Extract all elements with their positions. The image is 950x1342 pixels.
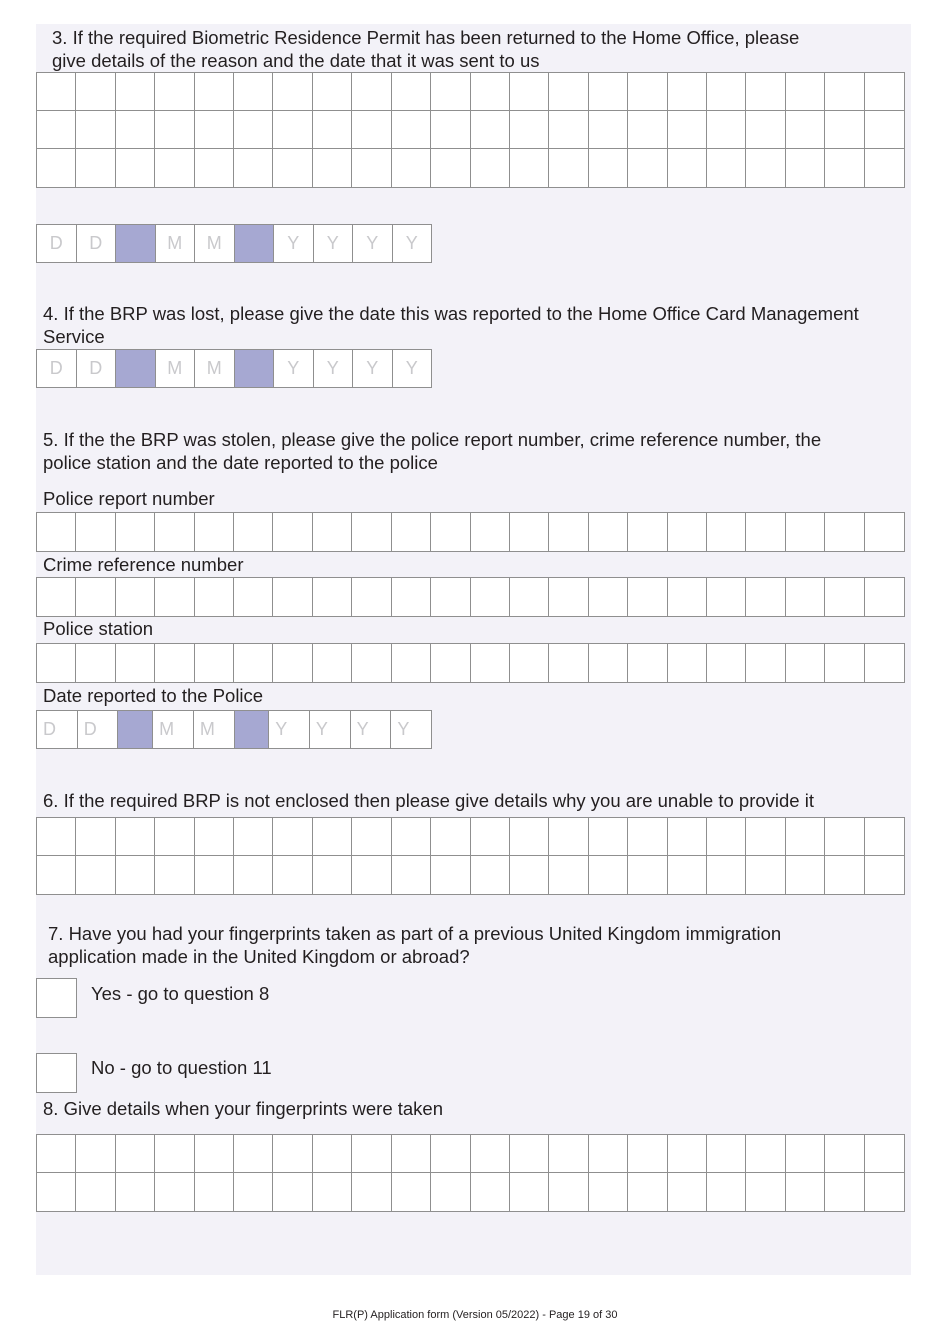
- date-digit-box[interactable]: D: [78, 711, 119, 748]
- char-box[interactable]: [155, 1135, 194, 1173]
- char-box[interactable]: [549, 513, 588, 551]
- char-box[interactable]: [116, 73, 155, 111]
- char-box[interactable]: [352, 1135, 391, 1173]
- char-box[interactable]: [786, 111, 825, 149]
- char-box[interactable]: [549, 818, 588, 856]
- char-box[interactable]: [668, 111, 707, 149]
- char-box[interactable]: [668, 818, 707, 856]
- char-box[interactable]: [116, 1135, 155, 1173]
- char-box[interactable]: [155, 513, 194, 551]
- char-box[interactable]: [549, 1173, 588, 1211]
- char-box[interactable]: [37, 1173, 76, 1211]
- char-box[interactable]: [668, 578, 707, 616]
- date-digit-box[interactable]: Y: [353, 350, 393, 387]
- char-box[interactable]: [352, 513, 391, 551]
- char-box[interactable]: [668, 1135, 707, 1173]
- char-box[interactable]: [746, 1135, 785, 1173]
- char-box[interactable]: [37, 111, 76, 149]
- date-separator: [118, 711, 153, 748]
- char-box[interactable]: [589, 818, 628, 856]
- char-box[interactable]: [510, 644, 549, 682]
- q4-text-line1: 4. If the BRP was lost, please give the date this was reported to the Home Office Card Management: [43, 303, 859, 324]
- char-box[interactable]: [628, 578, 667, 616]
- char-box[interactable]: [392, 578, 431, 616]
- char-box[interactable]: [273, 856, 312, 894]
- char-box[interactable]: [786, 513, 825, 551]
- date-digit-box[interactable]: Y: [310, 711, 351, 748]
- char-box[interactable]: [471, 818, 510, 856]
- date-reported-label: Date reported to the Police: [43, 685, 264, 706]
- char-box[interactable]: [510, 1173, 549, 1211]
- q3-text-line2: give details of the reason and the date that it was sent to us: [52, 50, 540, 71]
- char-box[interactable]: [786, 73, 825, 111]
- char-box[interactable]: [313, 111, 352, 149]
- q6-details-grid[interactable]: [36, 817, 905, 895]
- char-box[interactable]: [471, 1173, 510, 1211]
- char-box[interactable]: [471, 73, 510, 111]
- char-box[interactable]: [471, 1135, 510, 1173]
- char-box[interactable]: [392, 856, 431, 894]
- char-box[interactable]: [234, 149, 273, 187]
- q7-text-line2: application made in the United Kingdom or abroad?: [48, 946, 470, 967]
- char-box[interactable]: [668, 149, 707, 187]
- char-box[interactable]: [707, 73, 746, 111]
- char-box[interactable]: [313, 513, 352, 551]
- char-box[interactable]: [392, 644, 431, 682]
- char-box[interactable]: [668, 513, 707, 551]
- crime-reference-label: Crime reference number: [43, 554, 244, 575]
- char-box[interactable]: [195, 644, 234, 682]
- char-box[interactable]: [865, 578, 904, 616]
- char-box[interactable]: [707, 1173, 746, 1211]
- char-box[interactable]: [273, 149, 312, 187]
- char-box[interactable]: [865, 1173, 904, 1211]
- char-box[interactable]: [352, 644, 391, 682]
- char-box[interactable]: [510, 856, 549, 894]
- char-box[interactable]: [313, 149, 352, 187]
- char-box[interactable]: [589, 856, 628, 894]
- date-digit-box[interactable]: M: [194, 711, 235, 748]
- q8-text: 8. Give details when your fingerprints were taken: [43, 1098, 444, 1119]
- char-box[interactable]: [155, 818, 194, 856]
- no-checkbox[interactable]: [36, 1053, 77, 1093]
- char-box[interactable]: [510, 73, 549, 111]
- q8-details-grid[interactable]: [36, 1134, 905, 1212]
- date-separator: [116, 350, 156, 387]
- date-digit-box[interactable]: D: [37, 225, 77, 262]
- char-box[interactable]: [825, 111, 864, 149]
- q7-text-line1: 7. Have you had your fingerprints taken as part of a previous United Kingdom immigration: [48, 923, 782, 944]
- char-box[interactable]: [273, 644, 312, 682]
- char-box[interactable]: [746, 818, 785, 856]
- char-box[interactable]: [392, 1173, 431, 1211]
- char-box[interactable]: [195, 1173, 234, 1211]
- char-box[interactable]: [510, 149, 549, 187]
- char-box[interactable]: [313, 73, 352, 111]
- q4-date-field[interactable]: [36, 349, 432, 388]
- q3-text-line1: 3. If the required Biometric Residence Permit has been returned to the Home Office, please: [52, 27, 800, 48]
- char-box[interactable]: [628, 149, 667, 187]
- char-box[interactable]: [471, 149, 510, 187]
- char-box[interactable]: [825, 856, 864, 894]
- char-box[interactable]: [431, 856, 470, 894]
- char-box[interactable]: [707, 578, 746, 616]
- char-box[interactable]: [155, 578, 194, 616]
- date-digit-box[interactable]: M: [153, 711, 194, 748]
- crime-reference-grid[interactable]: [36, 577, 905, 617]
- page-footer: FLR(P) Application form (Version 05/2022) - Page 19 of 30: [332, 1309, 618, 1321]
- char-box[interactable]: [707, 1135, 746, 1173]
- char-box[interactable]: [195, 111, 234, 149]
- date-digit-box[interactable]: M: [195, 225, 235, 262]
- char-box[interactable]: [195, 856, 234, 894]
- char-box[interactable]: [273, 73, 312, 111]
- char-box[interactable]: [589, 111, 628, 149]
- char-box[interactable]: [392, 73, 431, 111]
- char-box[interactable]: [471, 513, 510, 551]
- date-separator: [235, 350, 275, 387]
- char-box[interactable]: [392, 149, 431, 187]
- date-digit-box[interactable]: Y: [274, 350, 314, 387]
- char-box[interactable]: [668, 856, 707, 894]
- char-box[interactable]: [707, 644, 746, 682]
- char-box[interactable]: [155, 856, 194, 894]
- no-option-label: No - go to question 11: [91, 1057, 272, 1078]
- char-box[interactable]: [589, 513, 628, 551]
- char-box[interactable]: [352, 149, 391, 187]
- char-box[interactable]: [865, 818, 904, 856]
- char-box[interactable]: [471, 856, 510, 894]
- char-box[interactable]: [865, 856, 904, 894]
- char-box[interactable]: [628, 73, 667, 111]
- char-box[interactable]: [116, 513, 155, 551]
- char-box[interactable]: [510, 513, 549, 551]
- char-box[interactable]: [234, 578, 273, 616]
- char-box[interactable]: [707, 149, 746, 187]
- char-box[interactable]: [786, 856, 825, 894]
- char-box[interactable]: [195, 149, 234, 187]
- char-box[interactable]: [786, 644, 825, 682]
- char-box[interactable]: [234, 856, 273, 894]
- char-box[interactable]: [628, 856, 667, 894]
- yes-option-label: Yes - go to question 8: [91, 983, 270, 1004]
- char-box[interactable]: [746, 111, 785, 149]
- char-box[interactable]: [392, 513, 431, 551]
- char-box[interactable]: [431, 73, 470, 111]
- char-box[interactable]: [707, 111, 746, 149]
- char-box[interactable]: [589, 578, 628, 616]
- char-box[interactable]: [431, 111, 470, 149]
- char-box[interactable]: [273, 111, 312, 149]
- date-digit-box[interactable]: D: [37, 711, 78, 748]
- char-box[interactable]: [786, 818, 825, 856]
- char-box[interactable]: [668, 644, 707, 682]
- char-box[interactable]: [825, 1173, 864, 1211]
- char-box[interactable]: [313, 578, 352, 616]
- char-box[interactable]: [825, 1135, 864, 1173]
- char-box[interactable]: [116, 149, 155, 187]
- char-box[interactable]: [195, 578, 234, 616]
- char-box[interactable]: [825, 73, 864, 111]
- police-report-grid[interactable]: [36, 512, 905, 552]
- char-box[interactable]: [313, 856, 352, 894]
- date-digit-box[interactable]: Y: [274, 225, 314, 262]
- char-box[interactable]: [431, 149, 470, 187]
- date-separator: [235, 711, 270, 748]
- char-box[interactable]: [510, 111, 549, 149]
- char-box[interactable]: [668, 1173, 707, 1211]
- date-digit-box[interactable]: Y: [351, 711, 392, 748]
- char-box[interactable]: [273, 513, 312, 551]
- char-box[interactable]: [628, 1135, 667, 1173]
- char-box[interactable]: [628, 111, 667, 149]
- char-box[interactable]: [37, 73, 76, 111]
- char-box[interactable]: [313, 1135, 352, 1173]
- char-box[interactable]: [37, 1135, 76, 1173]
- char-box[interactable]: [76, 856, 115, 894]
- char-box[interactable]: [352, 1173, 391, 1211]
- q6-text: 6. If the required BRP is not enclosed then please give details why you are unable to provide it: [43, 790, 814, 811]
- char-box[interactable]: [865, 644, 904, 682]
- police-station-grid[interactable]: [36, 643, 905, 683]
- char-box[interactable]: [471, 578, 510, 616]
- char-box[interactable]: [352, 111, 391, 149]
- char-box[interactable]: [589, 149, 628, 187]
- char-box[interactable]: [825, 578, 864, 616]
- date-digit-box[interactable]: Y: [397, 719, 410, 739]
- date-digit-box[interactable]: Y: [314, 225, 354, 262]
- char-box[interactable]: [76, 644, 115, 682]
- char-box[interactable]: [668, 73, 707, 111]
- date-digit-box[interactable]: D: [37, 350, 77, 387]
- char-box[interactable]: [76, 818, 115, 856]
- char-box[interactable]: [76, 513, 115, 551]
- char-box[interactable]: [786, 149, 825, 187]
- char-box[interactable]: [155, 111, 194, 149]
- q4-text-line2: Service: [43, 326, 105, 347]
- char-box[interactable]: [865, 513, 904, 551]
- char-box[interactable]: [352, 73, 391, 111]
- char-box[interactable]: [825, 818, 864, 856]
- char-box[interactable]: [76, 73, 115, 111]
- char-box[interactable]: [155, 149, 194, 187]
- char-box[interactable]: [786, 578, 825, 616]
- char-box[interactable]: [37, 644, 76, 682]
- char-box[interactable]: [746, 856, 785, 894]
- police-station-label: Police station: [43, 618, 154, 639]
- char-box[interactable]: [746, 1173, 785, 1211]
- char-box[interactable]: [746, 644, 785, 682]
- char-box[interactable]: [234, 644, 273, 682]
- char-box[interactable]: [865, 149, 904, 187]
- char-box[interactable]: [510, 578, 549, 616]
- char-box[interactable]: [76, 1173, 115, 1211]
- char-box[interactable]: [116, 644, 155, 682]
- yes-checkbox[interactable]: [36, 978, 77, 1018]
- char-box[interactable]: [116, 1173, 155, 1211]
- char-box[interactable]: [431, 513, 470, 551]
- char-box[interactable]: [746, 73, 785, 111]
- char-box[interactable]: [707, 818, 746, 856]
- char-box[interactable]: [746, 513, 785, 551]
- char-box[interactable]: [628, 1173, 667, 1211]
- char-box[interactable]: [273, 1135, 312, 1173]
- char-box[interactable]: [825, 644, 864, 682]
- char-box[interactable]: [234, 1135, 273, 1173]
- char-box[interactable]: [234, 818, 273, 856]
- date-digit-box[interactable]: Y: [314, 350, 354, 387]
- char-box[interactable]: [707, 513, 746, 551]
- char-box[interactable]: [549, 111, 588, 149]
- date-digit-box[interactable]: M: [156, 350, 196, 387]
- char-box[interactable]: [549, 1135, 588, 1173]
- char-box[interactable]: [352, 578, 391, 616]
- char-box[interactable]: [865, 73, 904, 111]
- char-box[interactable]: [352, 818, 391, 856]
- char-box[interactable]: [589, 73, 628, 111]
- char-box[interactable]: [76, 111, 115, 149]
- char-box[interactable]: [195, 1135, 234, 1173]
- char-box[interactable]: [76, 1135, 115, 1173]
- char-box[interactable]: [786, 1173, 825, 1211]
- char-box[interactable]: [273, 578, 312, 616]
- char-box[interactable]: [431, 644, 470, 682]
- char-box[interactable]: [431, 1135, 470, 1173]
- char-box[interactable]: [116, 856, 155, 894]
- char-box[interactable]: [510, 818, 549, 856]
- date-digit-box[interactable]: Y: [405, 233, 418, 253]
- char-box[interactable]: [155, 1173, 194, 1211]
- char-box[interactable]: [786, 1135, 825, 1173]
- char-box[interactable]: [273, 818, 312, 856]
- char-box[interactable]: [549, 856, 588, 894]
- char-box[interactable]: [76, 578, 115, 616]
- char-box[interactable]: [549, 578, 588, 616]
- q3-details-grid[interactable]: [36, 72, 905, 188]
- char-box[interactable]: [628, 513, 667, 551]
- char-box[interactable]: [234, 73, 273, 111]
- char-box[interactable]: [865, 111, 904, 149]
- date-digit-box[interactable]: D: [77, 225, 117, 262]
- char-box[interactable]: [116, 578, 155, 616]
- date-digit-box[interactable]: M: [195, 350, 235, 387]
- char-box[interactable]: [628, 644, 667, 682]
- date-digit-box[interactable]: D: [77, 350, 117, 387]
- date-reported-field[interactable]: [36, 710, 432, 749]
- char-box[interactable]: [707, 856, 746, 894]
- char-box[interactable]: [273, 1173, 312, 1211]
- date-digit-box[interactable]: M: [156, 225, 196, 262]
- q5-text-line2: police station and the date reported to the police: [43, 452, 438, 473]
- char-box[interactable]: [589, 1135, 628, 1173]
- char-box[interactable]: [471, 111, 510, 149]
- char-box[interactable]: [352, 856, 391, 894]
- char-box[interactable]: [195, 513, 234, 551]
- date-digit-box[interactable]: Y: [405, 358, 418, 378]
- char-box[interactable]: [549, 644, 588, 682]
- char-box[interactable]: [746, 149, 785, 187]
- char-box[interactable]: [431, 578, 470, 616]
- char-box[interactable]: [155, 644, 194, 682]
- char-box[interactable]: [392, 818, 431, 856]
- char-box[interactable]: [825, 149, 864, 187]
- date-separator: [235, 225, 275, 262]
- q3-date-field[interactable]: [36, 224, 432, 263]
- char-box[interactable]: [628, 818, 667, 856]
- char-box[interactable]: [195, 818, 234, 856]
- date-digit-box[interactable]: Y: [353, 225, 393, 262]
- char-box[interactable]: [510, 1135, 549, 1173]
- char-box[interactable]: [825, 513, 864, 551]
- char-box[interactable]: [865, 1135, 904, 1173]
- char-box[interactable]: [746, 578, 785, 616]
- char-box[interactable]: [195, 73, 234, 111]
- char-box[interactable]: [155, 73, 194, 111]
- char-box[interactable]: [37, 578, 76, 616]
- char-box[interactable]: [431, 1173, 470, 1211]
- char-box[interactable]: [313, 1173, 352, 1211]
- char-box[interactable]: [589, 1173, 628, 1211]
- char-box[interactable]: [37, 818, 76, 856]
- char-box[interactable]: [471, 644, 510, 682]
- char-box[interactable]: [549, 149, 588, 187]
- date-digit-box[interactable]: Y: [269, 711, 310, 748]
- char-box[interactable]: [549, 73, 588, 111]
- char-box[interactable]: [76, 149, 115, 187]
- char-box[interactable]: [392, 111, 431, 149]
- char-box[interactable]: [234, 111, 273, 149]
- date-separator: [116, 225, 156, 262]
- police-report-label: Police report number: [43, 488, 215, 509]
- char-box[interactable]: [589, 644, 628, 682]
- q5-text-line1: 5. If the the BRP was stolen, please give the police report number, crime reference number, the: [43, 429, 822, 450]
- char-box[interactable]: [116, 818, 155, 856]
- char-box[interactable]: [431, 818, 470, 856]
- char-box[interactable]: [37, 149, 76, 187]
- char-box[interactable]: [116, 111, 155, 149]
- char-box[interactable]: [37, 513, 76, 551]
- char-box[interactable]: [37, 856, 76, 894]
- char-box[interactable]: [392, 1135, 431, 1173]
- char-box[interactable]: [234, 513, 273, 551]
- char-box[interactable]: [313, 818, 352, 856]
- char-box[interactable]: [313, 644, 352, 682]
- char-box[interactable]: [234, 1173, 273, 1211]
